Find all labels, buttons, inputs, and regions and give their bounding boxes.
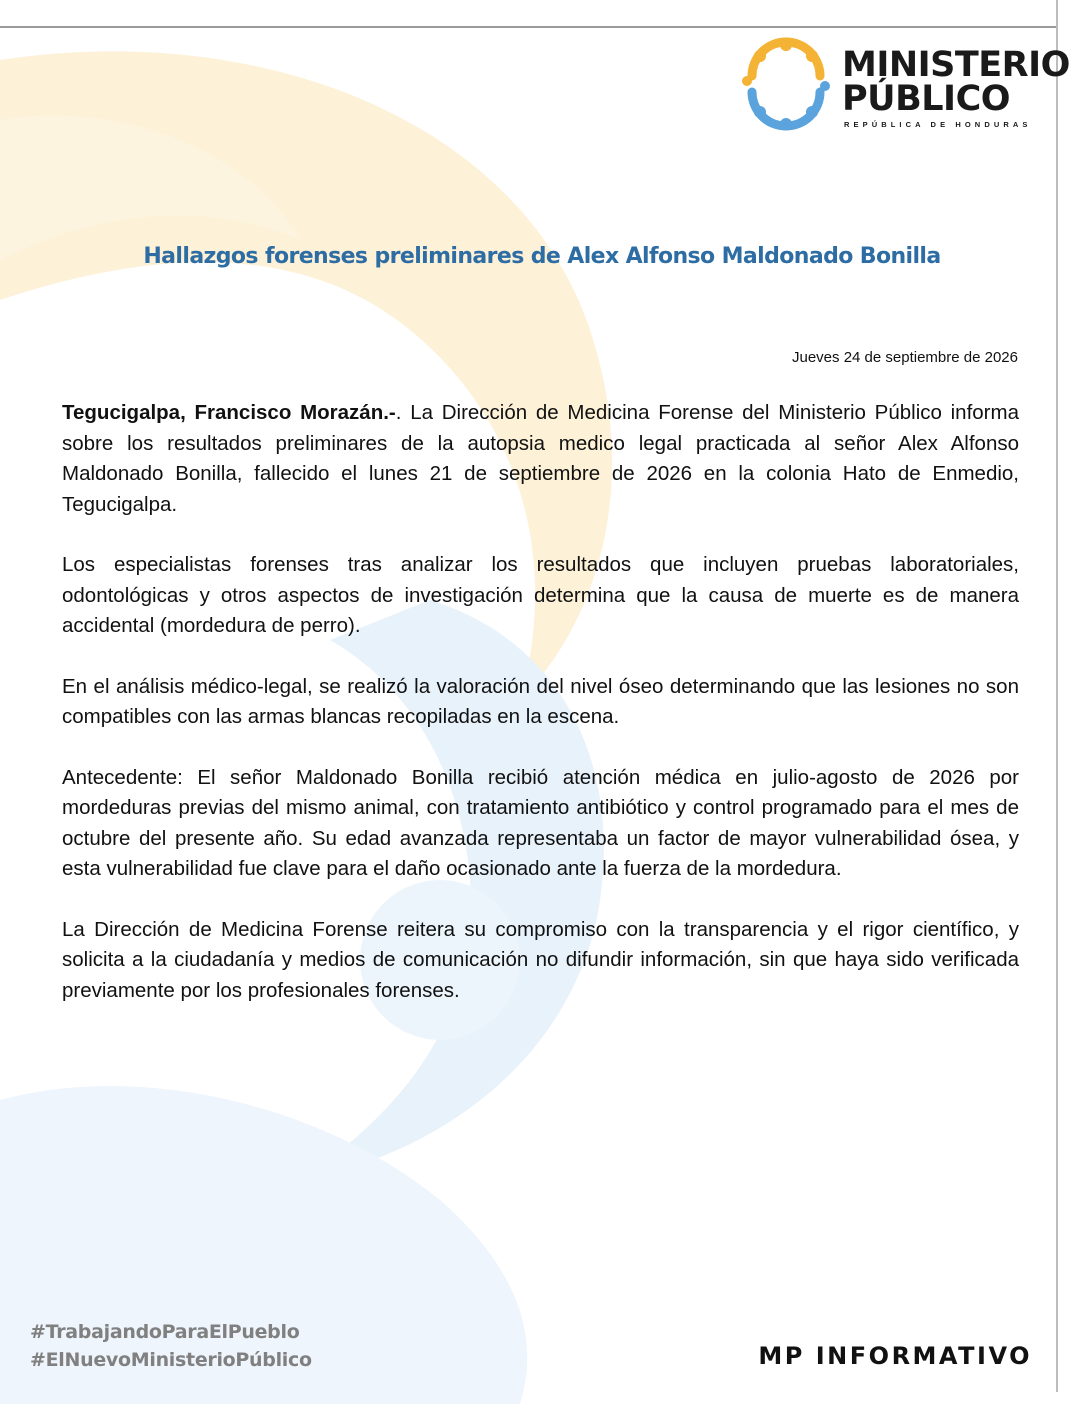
dateline: Tegucigalpa, Francisco Morazán.- bbox=[62, 401, 396, 424]
document-date: Jueves 24 de septiembre de 2026 bbox=[792, 349, 1018, 366]
logo-text-line1: MINISTERIO bbox=[842, 45, 1070, 85]
document-body bbox=[62, 398, 1019, 1036]
right-border-line bbox=[1056, 0, 1058, 1392]
top-border-line bbox=[0, 26, 1057, 28]
paragraph-4: Antecedente: El señor Maldonado Bonilla recibió atención médica en julio-agosto de 2026 por mordeduras previas del mismo animal, con tratamiento antibiótico y control programado para el mes de octubre del presente año. Su edad avanzada representaba un factor de mayor vulnerabilidad ósea, y esta vulnerabilidad fue clave para el daño ocasionado ante la fuerza de la mordedura. bbox=[62, 765, 1019, 880]
paragraph-5: La Dirección de Medicina Forense reitera su compromiso con la transparencia y el rigor científico, y solicita a la ciudadanía y medios de comunicación no difundir información, sin que haya sido verificada previamente por los profesionales forenses. bbox=[62, 917, 1019, 1002]
paragraph-1 bbox=[62, 398, 1019, 520]
paragraph-3: En el análisis médico-legal, se realizó la valoración del nivel óseo determinando que las lesiones no son compatibles con las armas blancas recopiladas en la escena. bbox=[62, 674, 1019, 728]
logo-emblem-icon bbox=[738, 36, 834, 132]
hashtag-1: #TrabajandoParaElPueblo bbox=[30, 1321, 300, 1343]
hashtag-2: #ElNuevoMinisterioPúblico bbox=[30, 1349, 312, 1371]
logo-text-line2: PÚBLICO bbox=[842, 79, 1011, 119]
footer-hashtags bbox=[30, 1318, 312, 1374]
footer-brand: MP INFORMATIVO bbox=[758, 1342, 1032, 1370]
paragraph-2: Los especialistas forenses tras analizar los resultados que incluyen pruebas laboratoriales, odontológicas y otros aspectos de investigación determina que la causa de muerte es de manera accidental (mordedura de perro). bbox=[62, 553, 1019, 637]
ministerio-publico-logo bbox=[738, 36, 1070, 136]
logo-subtitle: REPÚBLICA DE HONDURAS bbox=[844, 120, 1032, 129]
paragraph-1-text: . La Dirección de Medicina Forense del Ministerio Público informa sobre los resultados preliminares de la autopsia medico legal practicada al señor Alex Alfonso Maldonado Bonilla, fallecido el lunes 21 de septiembre de 2026 en la colonia Hato de Enmedio, Tegucigalpa. bbox=[62, 401, 1019, 516]
document-title: Hallazgos forenses preliminares de Alex Alfonso Maldonado Bonilla bbox=[143, 244, 941, 269]
